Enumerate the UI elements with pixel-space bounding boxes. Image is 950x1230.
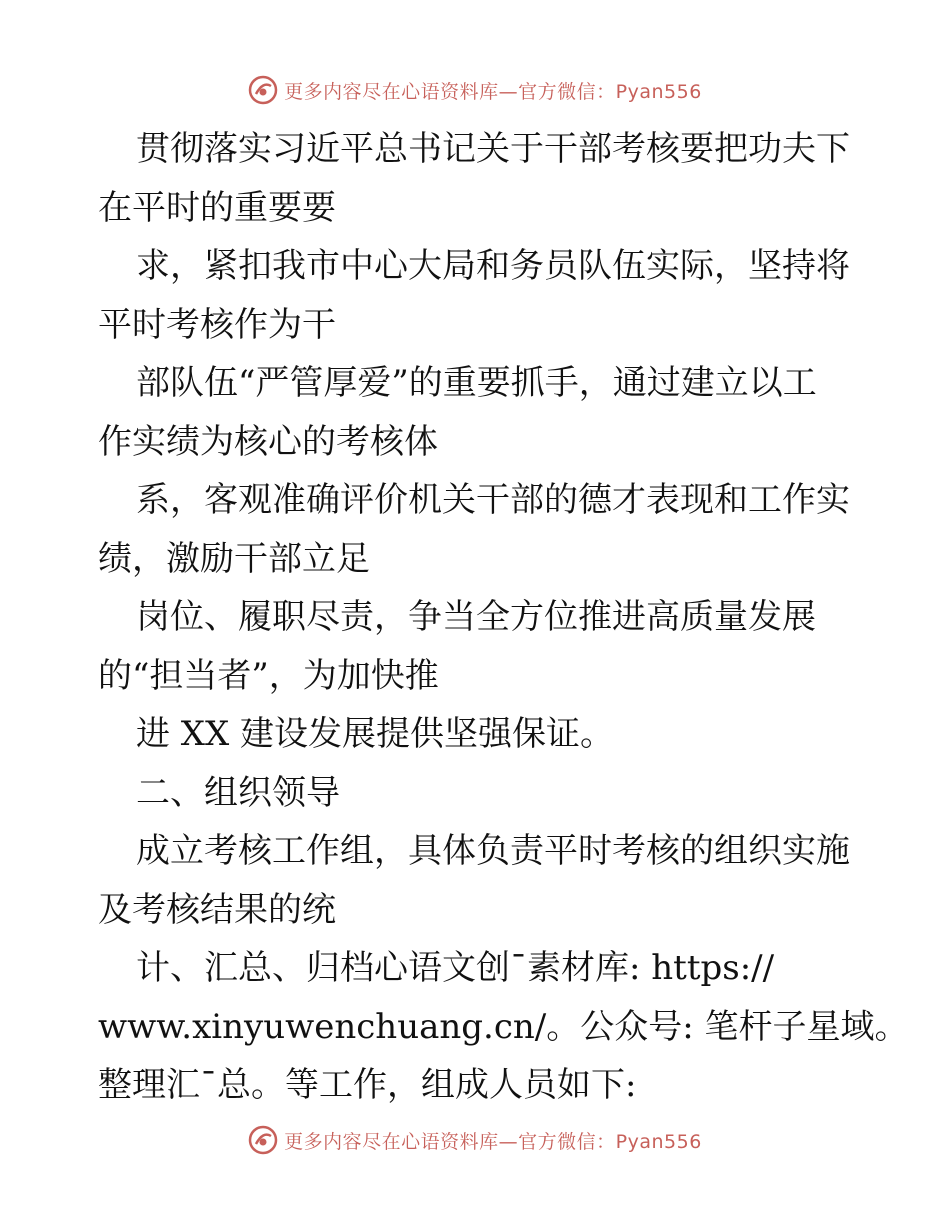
document-body	[98, 120, 909, 1115]
seal-logo-icon	[248, 75, 278, 105]
section-heading: 二、组织领导	[136, 772, 340, 813]
paragraph-line: 绩，激励干部立足	[98, 538, 370, 579]
header-banner	[0, 72, 950, 108]
paragraph-line: 平时考核作为干	[98, 304, 336, 345]
seal-logo-icon	[248, 1125, 278, 1155]
paragraph-line: 进 XX 建设发展提供坚强保证。	[136, 714, 615, 754]
footer-banner	[0, 1122, 950, 1158]
paragraph-line: 岗位、履职尽责，争当全方位推进高质量发展	[136, 597, 816, 637]
header-banner-text: 更多内容尽在心语资料库—官方微信：Pyan556	[284, 80, 702, 103]
paragraph-line: 成立考核工作组，具体负责平时考核的组织实施	[136, 831, 850, 871]
paragraph-line: 整理汇¯总。等工作，组成人员如下:	[98, 1065, 637, 1105]
footer-banner-text: 更多内容尽在心语资料库—官方微信：Pyan556	[284, 1130, 702, 1153]
paragraph-line: 作实绩为核心的考核体	[98, 421, 438, 462]
paragraph-line: 的“担当者”，为加快推	[98, 655, 439, 696]
paragraph-line: 系，客观准确评价机关干部的德才表现和工作实	[136, 480, 850, 520]
paragraph-line: 求，紧扣我市中心大局和务员队伍实际，坚持将	[136, 246, 850, 286]
paragraph-line: 部队伍“严管厚爱”的重要抓手，通过建立以工	[136, 363, 817, 403]
paragraph-line: 计、汇总、归档心语文创¯素材库: https://	[136, 948, 775, 988]
paragraph-line: 及考核结果的统	[98, 889, 336, 930]
paragraph-line: 贯彻落实习近平总书记关于干部考核要把功夫下	[136, 129, 850, 169]
paragraph-line: www.xinyuwenchuang.cn/。公众号: 笔杆子星域。	[98, 1006, 909, 1047]
paragraph-line: 在平时的重要要	[98, 187, 336, 228]
